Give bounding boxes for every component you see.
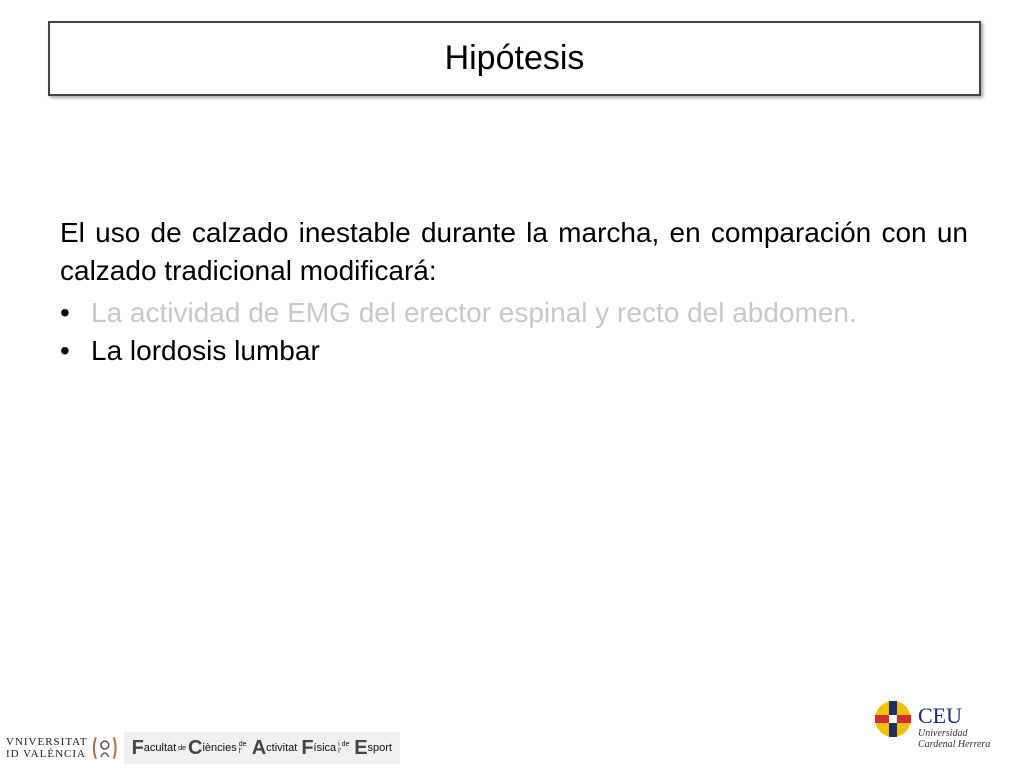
bullet-list [60,294,968,370]
faculty-connector: de [178,744,187,752]
university-seal-icon [90,733,120,763]
faculty-letter: E [354,736,368,759]
footer-ceu-logo [874,700,1014,760]
university-name [0,736,86,760]
faculty-letter: C [188,736,203,759]
ceu-subtitle-line1: Universidad [918,728,968,739]
footer-university-logos [0,728,400,768]
slide-body [60,214,968,370]
ceu-name: CEU [918,703,962,728]
slide-title-box [48,21,981,96]
faculty-letter: F [301,736,314,759]
university-name-line2: ID VALÈNCIA [6,748,86,760]
faculty-word: acultat [143,742,177,754]
faculty-word: ísica [313,742,337,754]
slide-title: Hipótesis [444,39,585,77]
hypothesis-intro: El uso de calzado inestable durante la marcha, en comparación con un calzado tradicional modificará: [60,217,968,286]
bullet-text: La lordosis lumbar [91,335,320,366]
faculty-connector: i de l' [338,741,350,755]
ceu-cross-icon [874,700,912,738]
bullet-text: La actividad de EMG del erector espinal y recto del abdomen. [91,297,857,328]
bullet-marker: • [60,335,70,366]
bullet-marker: • [60,297,70,328]
faculty-letter: F [131,736,144,759]
faculty-word: ctivitat [266,742,298,754]
faculty-letter: A [251,736,267,759]
bullet-item-emg [60,294,968,332]
faculty-word: sport [367,742,392,754]
faculty-connector: de l' [238,741,247,755]
faculty-name [124,732,400,764]
ceu-text [918,700,990,750]
ceu-subtitle-line2: Cardenal Herrera [918,739,991,750]
bullet-item-lordosis [60,332,968,370]
faculty-word: iències [202,742,237,754]
university-name-line1: VNIVERSITAT [6,736,88,748]
